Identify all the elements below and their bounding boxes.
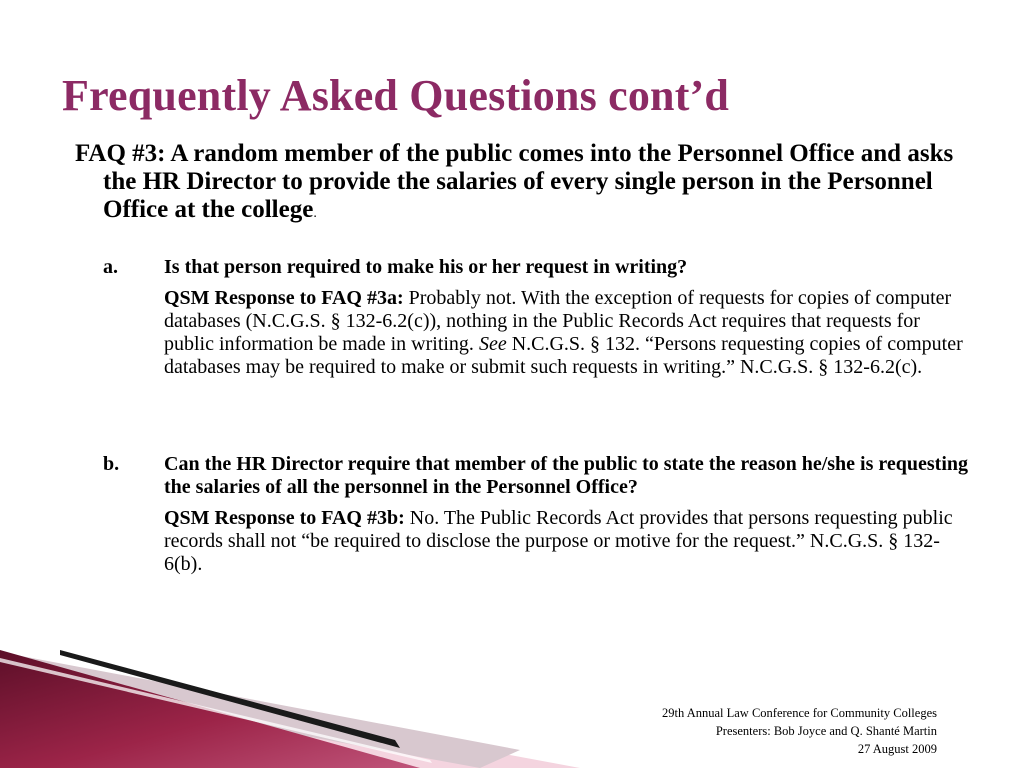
sub-item-a-response-see: See (478, 333, 507, 355)
sub-item-a-question: Is that person required to make his or her request in writing? (164, 256, 688, 278)
sub-item-b-marker: b. (103, 453, 120, 475)
sub-item-a-response-text-2: N.C.G.S. § 132. “Persons requesting copies of computer databases may be required to make or submit such requests in writing.” N.C.G.S. § 132-6.2(c). (164, 333, 963, 378)
sub-item-a (103, 256, 973, 379)
sub-item-b-question: Can the HR Director require that member of the public to state the reason he/she is requesting the salaries of all the personnel in the Personnel Office? (164, 453, 969, 498)
footer-date: 27 August 2009 (857, 742, 937, 756)
sub-item-b-response-text-1: No. The Public Records Act provides that persons requesting public records shall not “be required to disclose the purpose or motive for the request.” N.C.G.S. § 132-6(b). (164, 507, 953, 575)
faq-question (75, 140, 975, 228)
faq-question-period: . (313, 206, 317, 221)
sub-item-a-response-text-1: Probably not. With the exception of requests for copies of computer databases (N.C.G.S. § 132-6.2(c)), nothing in the Public Records Act requires that requests for public information be made in writing. (164, 287, 952, 355)
sub-item-a-marker: a. (103, 256, 118, 278)
sub-item-b-response-label: QSM Response to FAQ #3b: (164, 507, 405, 529)
sub-item-b-response (164, 507, 973, 576)
footer (662, 704, 937, 758)
faq-question-text: FAQ #3: A random member of the public comes into the Personnel Office and asks the HR Director to provide the salaries of every single person in the Personnel Office at the college (75, 140, 954, 223)
sub-item-b (103, 453, 973, 576)
sub-item-a-response (164, 287, 973, 379)
sub-item-a-response-label: QSM Response to FAQ #3a: (164, 287, 404, 309)
slide-title: Frequently Asked Questions cont’d (62, 71, 730, 120)
footer-presenters: Presenters: Bob Joyce and Q. Shanté Martin (715, 724, 937, 738)
footer-conference: 29th Annual Law Conference for Community Colleges (662, 706, 937, 720)
